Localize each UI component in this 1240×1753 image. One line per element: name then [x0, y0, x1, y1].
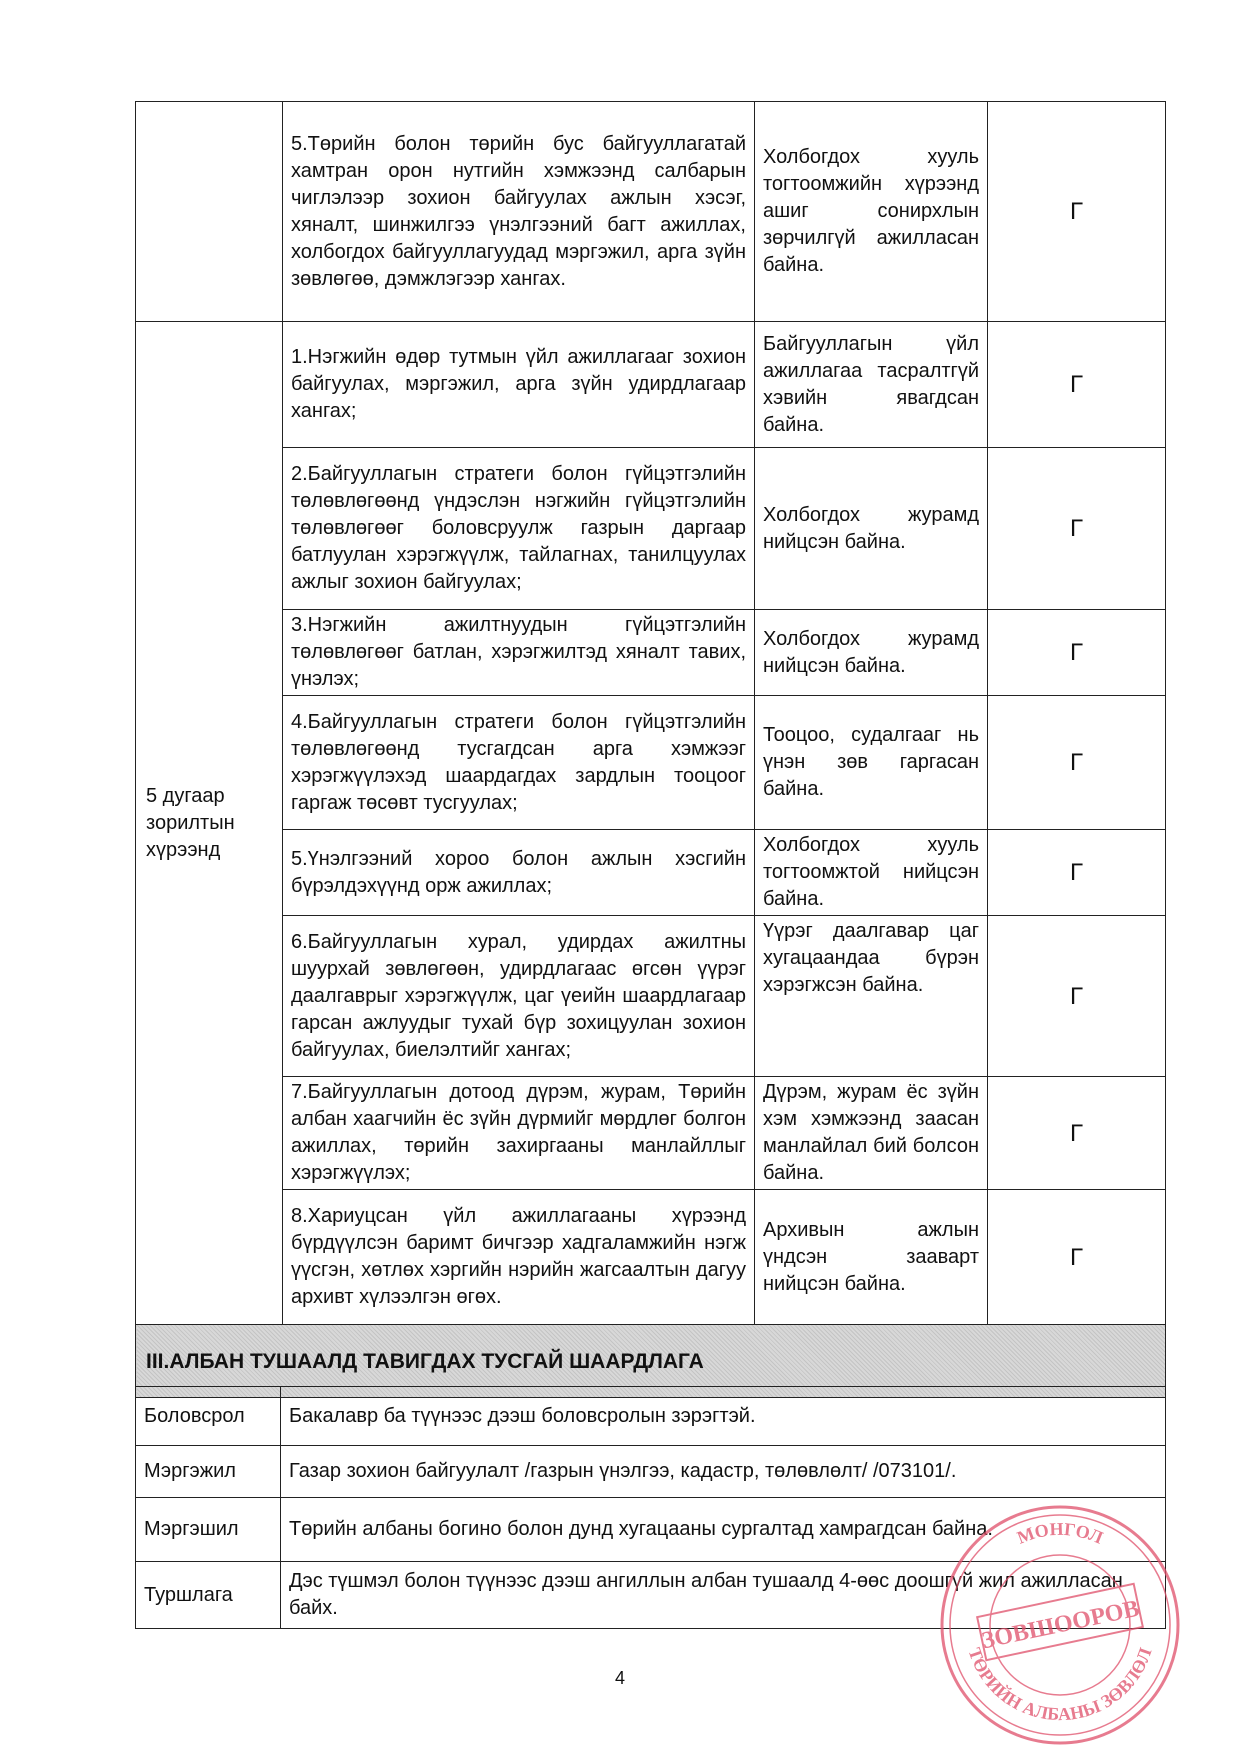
- mark-cell: Г: [988, 610, 1166, 696]
- task-cell: 5.Үнэлгээний хороо болон ажлын хэсгийн бүрэлдэхүүнд орж ажиллах;: [283, 830, 755, 916]
- result-cell: Дүрэм, журам ёс зүйн хэм хэмжээнд заасан манлайлал бий болсон байна.: [755, 1077, 988, 1190]
- requirement-label: Туршлага: [136, 1562, 281, 1629]
- requirement-label: Мэргэжил: [136, 1446, 281, 1498]
- result-cell: Байгууллагын үйл ажиллагаа тасралтгүй хэвийн явагдсан байна.: [755, 322, 988, 448]
- goal-cell-empty: [136, 102, 283, 322]
- result-cell: Үүрэг даалгавар цаг хугацаандаа бүрэн хэрэгжсэн байна.: [755, 916, 988, 1077]
- svg-text:МОНГОЛ: [1014, 1519, 1106, 1548]
- requirement-value: Бакалавр ба түүнээс дээш боловсролын зэрэгтэй.: [281, 1387, 1166, 1446]
- task-cell: 6.Байгууллагын хурал, удирдах ажилтны шуурхай зөвлөгөөн, удирдлагаас өгсөн үүрэг даалгаврыг хэрэгжүүлж, цаг үеийн шаардлагаар гарсан ажлуудыг тухай бүр зохицуулан зохион байгуулах, биелэлтийг хангах;: [283, 916, 755, 1077]
- result-cell: Холбогдох журамд нийцсэн байна.: [755, 448, 988, 610]
- result-cell: Холбогдох журамд нийцсэн байна.: [755, 610, 988, 696]
- approval-stamp: [935, 1500, 1185, 1750]
- mark-cell: Г: [988, 322, 1166, 448]
- goal-label: 5 дугаар зорилтын хүрээнд: [136, 322, 283, 1325]
- mark-cell: Г: [988, 916, 1166, 1077]
- requirement-value: Дэс түшмэл болон түүнээс дээш ангиллын албан тушаалд 4-өөс доошгүй жил ажилласан байх.: [281, 1562, 1166, 1629]
- task-cell: 4.Байгууллагын стратеги болон гүйцэтгэлийн төлөвлөгөөнд тусгагдсан арга хэмжээг хэрэгжүүлэхэд шаардагдах зардлын тооцоог гаргаж төсөвт тусгуулах;: [283, 696, 755, 830]
- requirement-label: Боловсрол: [136, 1387, 281, 1446]
- table-row: [136, 102, 1166, 322]
- table-row: [136, 610, 1166, 696]
- mark-cell: Г: [988, 1077, 1166, 1190]
- mark-cell: Г: [988, 448, 1166, 610]
- stamp-bottom-text: ТӨРИЙН АЛБАНЫ ЗӨВЛӨЛ: [964, 1645, 1156, 1725]
- table-row: [136, 1190, 1166, 1325]
- table-row: [136, 448, 1166, 610]
- stamp-center-text: ЗОВШООРОВ: [979, 1595, 1142, 1655]
- table-row: [136, 1077, 1166, 1190]
- table-row: [136, 322, 1166, 448]
- table-row: [136, 830, 1166, 916]
- task-cell: 7.Байгууллагын дотоод дүрэм, журам, Төрийн албан хаагчийн ёс зүйн дүрмийг мөрдлөг болгон ажиллах, төрийн захиргааны манлайллыг хэрэгжүүлэх;: [283, 1077, 755, 1190]
- requirement-value: Газар зохион байгуулалт /газрын үнэлгээ, кадастр, төлөвлөлт/ /073101/.: [281, 1446, 1166, 1498]
- task-cell: 8.Хариуцсан үйл ажиллагааны хүрээнд бүрдүүлсэн баримт бичгээр хадгаламжийн нэгж үүсгэн, хөтлөх хэргийн нэрийн жагсаалтын дагуу архивт хүлээлгэн өгөх.: [283, 1190, 755, 1325]
- table-row: [136, 916, 1166, 1077]
- mark-cell: Г: [988, 102, 1166, 322]
- requirement-row: [136, 1446, 1166, 1498]
- result-cell: Архивын ажлын үндсэн зааварт нийцсэн байна.: [755, 1190, 988, 1325]
- task-cell: 5.Төрийн болон төрийн бус байгууллагатай хамтран орон нутгийн хэмжээнд салбарын чиглэлээр зохион байгуулах ажлын хэсэг, хяналт, шинжилгээ үнэлгээний багт ажиллах, холбогдох байгууллагуудад мэргэжил, арга зүйн зөвлөгөө, дэмжлэгээр хангах.: [283, 102, 755, 322]
- mark-cell: Г: [988, 1190, 1166, 1325]
- task-cell: 3.Нэгжийн ажилтнуудын гүйцэтгэлийн төлөвлөгөөг батлан, хэрэгжилтэд хяналт тавих, үнэлэх;: [283, 610, 755, 696]
- requirement-value: Төрийн албаны богино болон дунд хугацааны сургалтад хамрагдсан байна.: [281, 1498, 1166, 1562]
- requirement-row: [136, 1387, 1166, 1446]
- requirement-label: Мэргэшил: [136, 1498, 281, 1562]
- mark-cell: Г: [988, 696, 1166, 830]
- table-row: [136, 696, 1166, 830]
- duties-table: [135, 101, 1166, 1398]
- task-cell: 1.Нэгжийн өдөр тутмын үйл ажиллагааг зохион байгуулах, мэргэжил, арга зүйн удирдлагаар хангах;: [283, 322, 755, 448]
- result-cell: Холбогдох хууль тогтоомжийн хүрээнд ашиг сонирхлын зөрчилгүй ажилласан байна.: [755, 102, 988, 322]
- task-cell: 2.Байгууллагын стратеги болон гүйцэтгэлийн төлөвлөгөөнд үндэслэн нэгжийн гүйцэтгэлийн төлөвлөгөөг боловсруулж газрын даргаар батлуулан хэрэгжүүлж, тайлагнах, танилцуулах ажлыг зохион байгуулах;: [283, 448, 755, 610]
- mark-cell: Г: [988, 830, 1166, 916]
- section-title: III.АЛБАН ТУШААЛД ТАВИГДАХ ТУСГАЙ ШААРДЛАГА: [136, 1325, 1166, 1398]
- result-cell: Холбогдох хууль тогтоомжтой нийцсэн байна.: [755, 830, 988, 916]
- stamp-top-text: МОНГОЛ: [1014, 1518, 1106, 1548]
- result-cell: Тооцоо, судалгааг нь үнэн зөв гаргасан байна.: [755, 696, 988, 830]
- page-number: 4: [614, 1668, 625, 1688]
